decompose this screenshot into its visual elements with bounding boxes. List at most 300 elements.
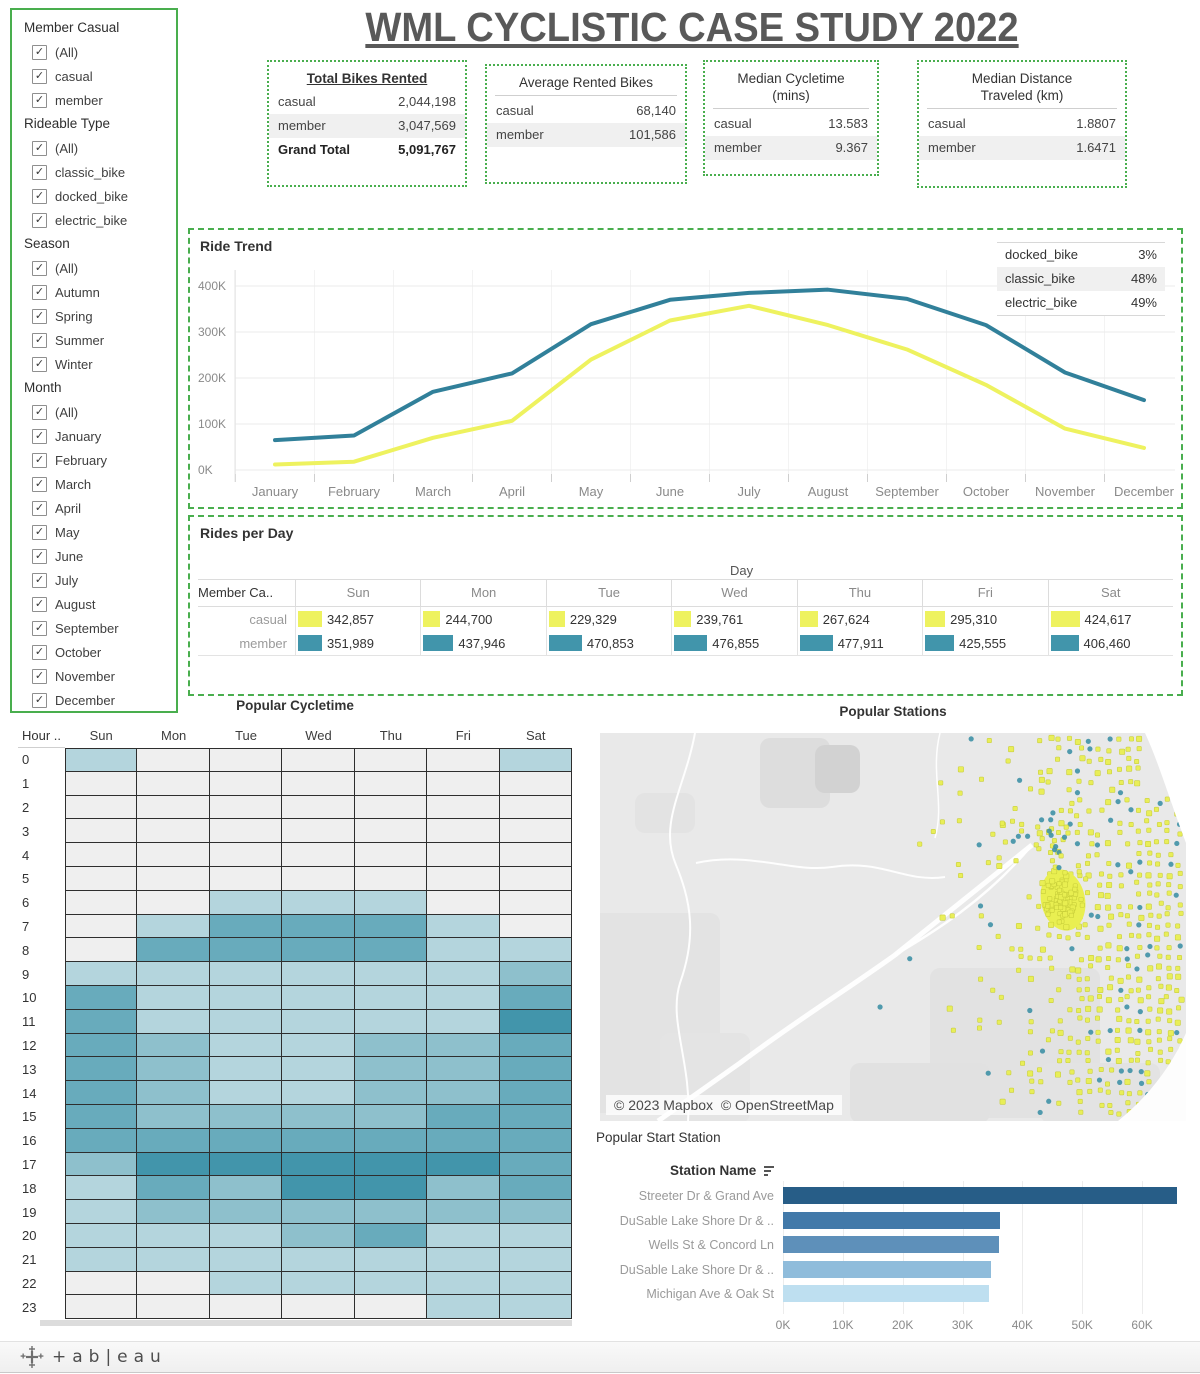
- station-dot-casual[interactable]: [1057, 1058, 1061, 1062]
- checkbox-icon[interactable]: ✓: [32, 165, 47, 180]
- rides-value-cell[interactable]: [546, 631, 671, 655]
- station-dot-casual[interactable]: [1049, 998, 1053, 1002]
- station-bar[interactable]: [783, 1212, 1000, 1229]
- station-dot-casual[interactable]: [1128, 905, 1132, 909]
- checkbox-item-june[interactable]: [12, 544, 176, 568]
- station-dot-member[interactable]: [1137, 1028, 1142, 1033]
- station-dot-casual[interactable]: [1077, 870, 1081, 874]
- station-dot-casual[interactable]: [1063, 912, 1068, 917]
- station-dot-casual[interactable]: [1148, 1047, 1152, 1051]
- heatmap-cell[interactable]: [137, 748, 209, 772]
- heatmap-cell[interactable]: [355, 1295, 427, 1319]
- heatmap-cell[interactable]: [500, 891, 572, 915]
- station-dot-casual[interactable]: [1167, 891, 1171, 895]
- station-dot-casual[interactable]: [1046, 883, 1050, 887]
- sort-descending-icon[interactable]: [763, 1165, 776, 1176]
- station-dot-casual[interactable]: [1155, 925, 1159, 929]
- heatmap-cell[interactable]: [282, 843, 354, 867]
- station-dot-casual[interactable]: [1038, 956, 1042, 960]
- station-dot-casual[interactable]: [1147, 923, 1151, 927]
- station-dot-casual[interactable]: [1080, 755, 1085, 760]
- station-dot-casual[interactable]: [1056, 830, 1060, 834]
- station-dot-member[interactable]: [1040, 1048, 1045, 1053]
- station-dot-casual[interactable]: [1095, 1016, 1099, 1020]
- station-dot-casual[interactable]: [1146, 995, 1150, 999]
- heatmap-cell[interactable]: [282, 938, 354, 962]
- station-dot-casual[interactable]: [1064, 924, 1069, 929]
- station-dot-casual[interactable]: [1066, 936, 1070, 940]
- station-dot-casual[interactable]: [1126, 963, 1130, 967]
- heatmap-cell[interactable]: [500, 1105, 572, 1129]
- heatmap-cell[interactable]: [137, 1200, 209, 1224]
- station-dot-member[interactable]: [1075, 768, 1080, 773]
- station-dot-casual[interactable]: [1077, 988, 1081, 992]
- station-dot-casual[interactable]: [1062, 900, 1067, 905]
- station-dot-casual[interactable]: [1046, 912, 1050, 916]
- station-dot-casual[interactable]: [1087, 759, 1091, 763]
- station-dot-casual[interactable]: [1135, 954, 1139, 958]
- station-dot-member[interactable]: [1128, 869, 1133, 874]
- station-dot-casual[interactable]: [1178, 1039, 1182, 1043]
- heatmap-cell[interactable]: [355, 1272, 427, 1296]
- checkbox-icon[interactable]: ✓: [32, 285, 47, 300]
- heatmap-cell[interactable]: [500, 1034, 572, 1058]
- station-dot-casual[interactable]: [1056, 988, 1060, 992]
- station-dot-casual[interactable]: [997, 863, 1002, 868]
- station-dot-casual[interactable]: [1067, 1050, 1071, 1054]
- station-dot-casual[interactable]: [1050, 908, 1054, 912]
- heatmap-cell[interactable]: [65, 1248, 137, 1272]
- station-dot-member[interactable]: [1088, 1030, 1093, 1035]
- station-dot-casual[interactable]: [940, 820, 944, 824]
- station-dot-casual[interactable]: [1048, 850, 1052, 854]
- station-dot-casual[interactable]: [1126, 766, 1131, 771]
- station-dot-casual[interactable]: [1158, 1058, 1162, 1062]
- station-dot-member[interactable]: [1128, 807, 1133, 812]
- heatmap-cell[interactable]: [355, 1248, 427, 1272]
- station-dot-member[interactable]: [1145, 952, 1150, 957]
- station-dot-casual[interactable]: [1036, 904, 1040, 908]
- checkbox-item-all[interactable]: [12, 40, 176, 64]
- station-dot-casual[interactable]: [1059, 854, 1063, 858]
- station-dot-casual[interactable]: [1048, 956, 1052, 960]
- station-dot-casual[interactable]: [1164, 839, 1168, 843]
- rides-bar[interactable]: [298, 611, 322, 627]
- station-dot-casual[interactable]: [1057, 920, 1061, 924]
- station-bar[interactable]: [783, 1236, 999, 1253]
- checkbox-item-classic-bike[interactable]: [12, 160, 176, 184]
- rides-bar[interactable]: [925, 635, 954, 651]
- heatmap-cell[interactable]: [355, 843, 427, 867]
- station-dot-casual[interactable]: [1125, 1079, 1130, 1084]
- station-dot-casual[interactable]: [1178, 884, 1182, 888]
- checkbox-icon[interactable]: ✓: [32, 525, 47, 540]
- heatmap-cell[interactable]: [210, 1081, 282, 1105]
- station-dot-casual[interactable]: [1176, 966, 1180, 970]
- station-dot-casual[interactable]: [1064, 825, 1068, 829]
- station-dot-casual[interactable]: [1019, 829, 1023, 833]
- station-dot-casual[interactable]: [1158, 873, 1162, 877]
- station-dot-casual[interactable]: [1010, 947, 1014, 951]
- station-dot-member[interactable]: [1095, 842, 1100, 847]
- station-dot-casual[interactable]: [1125, 798, 1129, 802]
- station-dot-casual[interactable]: [1164, 932, 1168, 936]
- station-dot-casual[interactable]: [1136, 1051, 1140, 1055]
- station-dot-casual[interactable]: [1159, 998, 1164, 1003]
- heatmap-day-header-wed[interactable]: Wed: [305, 728, 332, 743]
- station-dot-casual[interactable]: [1070, 1070, 1074, 1074]
- checkbox-item-autumn[interactable]: [12, 280, 176, 304]
- heatmap-cell[interactable]: [500, 867, 572, 891]
- station-dot-casual[interactable]: [1097, 994, 1101, 998]
- station-dot-casual[interactable]: [1083, 923, 1087, 927]
- heatmap-cell[interactable]: [210, 1176, 282, 1200]
- station-dot-casual[interactable]: [1057, 746, 1061, 750]
- station-dot-casual[interactable]: [1147, 891, 1151, 895]
- station-dot-member[interactable]: [1168, 862, 1173, 867]
- station-dot-casual[interactable]: [1066, 831, 1070, 835]
- rides-value-cell[interactable]: [797, 631, 922, 655]
- station-dot-casual[interactable]: [1127, 1019, 1131, 1023]
- station-dot-casual[interactable]: [1125, 994, 1129, 998]
- day-header-fri[interactable]: Fri: [922, 580, 1047, 606]
- station-dot-casual[interactable]: [1085, 890, 1089, 894]
- station-dot-casual[interactable]: [991, 832, 995, 836]
- checkbox-icon[interactable]: ✓: [32, 333, 47, 348]
- station-dot-member[interactable]: [1174, 893, 1179, 898]
- station-dot-casual[interactable]: [1109, 1110, 1113, 1114]
- heatmap-cell[interactable]: [427, 1272, 499, 1296]
- heatmap-cell[interactable]: [355, 891, 427, 915]
- station-dot-casual[interactable]: [1115, 1008, 1119, 1012]
- station-dot-casual[interactable]: [986, 860, 990, 864]
- station-dot-casual[interactable]: [1115, 1048, 1119, 1052]
- station-dot-casual[interactable]: [1049, 735, 1054, 740]
- rides-value-cell[interactable]: [1048, 607, 1173, 631]
- station-dot-casual[interactable]: [1013, 806, 1017, 810]
- station-dot-casual[interactable]: [1075, 968, 1080, 973]
- heatmap-cell[interactable]: [210, 1200, 282, 1224]
- station-dot-casual[interactable]: [1090, 842, 1094, 846]
- heatmap-cell[interactable]: [65, 1153, 137, 1177]
- station-dot-casual[interactable]: [1164, 994, 1168, 998]
- station-dot-casual[interactable]: [1119, 873, 1123, 877]
- checkbox-icon[interactable]: ✓: [32, 429, 47, 444]
- station-dot-member[interactable]: [1089, 913, 1094, 918]
- heatmap-cell[interactable]: [500, 1010, 572, 1034]
- station-dot-casual[interactable]: [1165, 828, 1169, 832]
- heatmap-cell[interactable]: [137, 1153, 209, 1177]
- station-dot-member[interactable]: [1108, 1028, 1113, 1033]
- checkbox-item-september[interactable]: [12, 616, 176, 640]
- heatmap-cell[interactable]: [282, 1081, 354, 1105]
- station-dot-casual[interactable]: [1106, 997, 1111, 1002]
- station-dot-casual[interactable]: [1058, 905, 1062, 909]
- heatmap-cell[interactable]: [65, 962, 137, 986]
- station-dot-casual[interactable]: [991, 988, 995, 992]
- station-dot-member[interactable]: [1139, 1069, 1144, 1074]
- station-dot-casual[interactable]: [1119, 884, 1123, 888]
- station-dot-casual[interactable]: [1028, 1030, 1032, 1034]
- checkbox-item-winter[interactable]: [12, 352, 176, 376]
- station-dot-casual[interactable]: [1117, 904, 1121, 908]
- checkbox-item-october[interactable]: [12, 640, 176, 664]
- checkbox-icon[interactable]: ✓: [32, 261, 47, 276]
- heatmap-cell[interactable]: [427, 843, 499, 867]
- heatmap-cell[interactable]: [210, 1105, 282, 1129]
- heatmap-cell[interactable]: [65, 1081, 137, 1105]
- heatmap-cell[interactable]: [210, 819, 282, 843]
- checkbox-icon[interactable]: ✓: [32, 45, 47, 60]
- station-dot-casual[interactable]: [1068, 1080, 1072, 1084]
- heatmap-cell[interactable]: [210, 748, 282, 772]
- station-dot-casual[interactable]: [1037, 831, 1042, 836]
- station-dot-casual[interactable]: [1179, 997, 1184, 1002]
- station-dot-member[interactable]: [1075, 790, 1080, 795]
- map-canvas[interactable]: [600, 733, 1186, 1121]
- heatmap-cell[interactable]: [137, 772, 209, 796]
- station-dot-casual[interactable]: [1085, 1051, 1089, 1055]
- station-dot-casual[interactable]: [1079, 746, 1083, 750]
- station-dot-casual[interactable]: [1037, 738, 1041, 742]
- heatmap-cell[interactable]: [282, 796, 354, 820]
- station-dot-casual[interactable]: [987, 738, 991, 742]
- station-dot-casual[interactable]: [1175, 974, 1180, 979]
- kpi-row-member[interactable]: [919, 136, 1125, 160]
- station-dot-casual[interactable]: [1148, 966, 1153, 971]
- heatmap-cell[interactable]: [65, 1295, 137, 1319]
- station-dot-casual[interactable]: [1057, 1101, 1061, 1105]
- heatmap-cell[interactable]: [65, 1176, 137, 1200]
- station-dot-casual[interactable]: [1108, 1103, 1112, 1107]
- rides-bar[interactable]: [800, 611, 818, 627]
- station-dot-casual[interactable]: [957, 819, 961, 823]
- kpi-row-casual[interactable]: [919, 112, 1125, 136]
- station-dot-casual[interactable]: [1098, 987, 1103, 992]
- heatmap-day-header-mon[interactable]: Mon: [160, 728, 187, 743]
- station-dot-casual[interactable]: [1076, 1078, 1080, 1082]
- heatmap-cell[interactable]: [137, 1129, 209, 1153]
- station-dot-casual[interactable]: [1129, 933, 1133, 937]
- station-dot-casual[interactable]: [1159, 984, 1163, 988]
- station-dot-casual[interactable]: [997, 1020, 1001, 1024]
- heatmap-cell[interactable]: [282, 986, 354, 1010]
- station-dot-casual[interactable]: [1157, 1029, 1161, 1033]
- station-dot-casual[interactable]: [1167, 945, 1171, 949]
- station-dot-casual[interactable]: [1080, 903, 1084, 907]
- station-dot-casual[interactable]: [1156, 1017, 1160, 1021]
- heatmap-cell[interactable]: [137, 1010, 209, 1034]
- station-dot-casual[interactable]: [977, 945, 981, 949]
- station-dot-casual[interactable]: [1176, 1006, 1180, 1010]
- station-dot-casual[interactable]: [1097, 1007, 1102, 1012]
- station-dot-casual[interactable]: [978, 977, 982, 981]
- heatmap-cell[interactable]: [210, 1248, 282, 1272]
- station-dot-casual[interactable]: [1145, 1071, 1150, 1076]
- heatmap-cell[interactable]: [65, 1129, 137, 1153]
- heatmap-cell[interactable]: [427, 1224, 499, 1248]
- checkbox-item-november[interactable]: [12, 664, 176, 688]
- station-dot-member[interactable]: [1137, 905, 1142, 910]
- heatmap-cell[interactable]: [210, 1295, 282, 1319]
- station-dot-casual[interactable]: [1050, 1029, 1054, 1033]
- station-dot-casual[interactable]: [1087, 809, 1091, 813]
- heatmap-cell[interactable]: [427, 1081, 499, 1105]
- heatmap-cell[interactable]: [427, 938, 499, 962]
- station-dot-casual[interactable]: [1157, 822, 1161, 826]
- station-dot-casual[interactable]: [1037, 1067, 1041, 1071]
- checkbox-item-docked-bike[interactable]: [12, 184, 176, 208]
- station-dot-casual[interactable]: [1058, 1030, 1063, 1035]
- heatmap-cell[interactable]: [427, 1010, 499, 1034]
- station-dot-casual[interactable]: [1085, 1018, 1089, 1022]
- station-dot-casual[interactable]: [1019, 954, 1023, 958]
- station-dot-casual[interactable]: [1156, 882, 1160, 886]
- heatmap-cell[interactable]: [427, 1176, 499, 1200]
- heatmap-cell[interactable]: [427, 962, 499, 986]
- station-dot-casual[interactable]: [1105, 840, 1110, 845]
- station-dot-casual[interactable]: [1147, 986, 1151, 990]
- heatmap-cell[interactable]: [282, 1248, 354, 1272]
- rides-bar[interactable]: [423, 611, 440, 627]
- station-dot-casual[interactable]: [1166, 882, 1170, 886]
- day-header-tue[interactable]: Tue: [546, 580, 671, 606]
- station-dot-casual[interactable]: [1070, 801, 1074, 805]
- heatmap-cell[interactable]: [210, 1010, 282, 1034]
- station-dot-casual[interactable]: [1088, 964, 1092, 968]
- station-dot-member[interactable]: [1016, 834, 1021, 839]
- station-dot-member[interactable]: [1147, 944, 1152, 949]
- station-dot-casual[interactable]: [1146, 811, 1151, 816]
- station-dot-member[interactable]: [1011, 839, 1016, 844]
- station-dot-member[interactable]: [1048, 817, 1053, 822]
- station-dot-member[interactable]: [977, 842, 982, 847]
- heatmap-cell[interactable]: [427, 1105, 499, 1129]
- station-dot-member[interactable]: [1174, 1030, 1179, 1035]
- rides-value-cell[interactable]: [797, 607, 922, 631]
- station-dot-casual[interactable]: [1168, 1030, 1173, 1035]
- station-dot-casual[interactable]: [1105, 893, 1110, 898]
- station-dot-casual[interactable]: [1049, 966, 1053, 970]
- heatmap-cell[interactable]: [355, 748, 427, 772]
- station-dot-casual[interactable]: [1154, 807, 1158, 811]
- station-dot-casual[interactable]: [1059, 1049, 1063, 1053]
- heatmap-cell[interactable]: [355, 962, 427, 986]
- station-dot-casual[interactable]: [1020, 1061, 1024, 1065]
- rides-bar[interactable]: [1051, 635, 1079, 651]
- station-dot-casual[interactable]: [1157, 1038, 1161, 1042]
- heatmap-cell[interactable]: [500, 1295, 572, 1319]
- station-dot-casual[interactable]: [1088, 1089, 1092, 1093]
- station-dot-casual[interactable]: [1009, 1088, 1013, 1092]
- station-dot-casual[interactable]: [1169, 852, 1173, 856]
- checkbox-icon[interactable]: ✓: [32, 141, 47, 156]
- station-dot-casual[interactable]: [1089, 780, 1093, 784]
- station-dot-member[interactable]: [877, 1004, 882, 1009]
- station-dot-casual[interactable]: [1085, 935, 1089, 939]
- station-dot-casual[interactable]: [1046, 1038, 1050, 1042]
- heatmap-cell[interactable]: [210, 1224, 282, 1248]
- heatmap-cell[interactable]: [427, 1153, 499, 1177]
- rides-bar[interactable]: [298, 635, 322, 651]
- rides-bar[interactable]: [674, 611, 691, 627]
- station-dot-casual[interactable]: [1057, 888, 1061, 892]
- heatmap-cell[interactable]: [65, 1010, 137, 1034]
- heatmap-cell[interactable]: [210, 1034, 282, 1058]
- heatmap-cell[interactable]: [282, 1200, 354, 1224]
- station-dot-casual[interactable]: [1125, 842, 1129, 846]
- station-dot-casual[interactable]: [1118, 830, 1122, 834]
- station-dot-casual[interactable]: [1175, 988, 1179, 992]
- heatmap-cell[interactable]: [137, 1057, 209, 1081]
- checkbox-icon[interactable]: ✓: [32, 669, 47, 684]
- station-dot-casual[interactable]: [1057, 934, 1061, 938]
- station-dot-member[interactable]: [986, 1071, 991, 1076]
- station-dot-casual[interactable]: [1147, 1080, 1151, 1084]
- station-dot-casual[interactable]: [1117, 767, 1121, 771]
- station-dot-casual[interactable]: [1129, 989, 1133, 993]
- station-dot-casual[interactable]: [1166, 955, 1170, 959]
- station-dot-casual[interactable]: [1028, 787, 1032, 791]
- heatmap-cell[interactable]: [210, 843, 282, 867]
- station-dot-casual[interactable]: [1016, 923, 1021, 928]
- station-dot-casual[interactable]: [1167, 966, 1171, 970]
- station-dot-casual[interactable]: [1136, 766, 1140, 770]
- station-dot-casual[interactable]: [1068, 809, 1072, 813]
- station-dot-casual[interactable]: [1136, 988, 1140, 992]
- station-dot-casual[interactable]: [1146, 1019, 1150, 1023]
- station-dot-casual[interactable]: [1119, 912, 1123, 916]
- day-header-mon[interactable]: Mon: [420, 580, 545, 606]
- checkbox-icon[interactable]: ✓: [32, 597, 47, 612]
- heatmap-cell[interactable]: [282, 1010, 354, 1034]
- heatmap-cell[interactable]: [355, 1153, 427, 1177]
- rides-value-cell[interactable]: [546, 607, 671, 631]
- station-dot-casual[interactable]: [1055, 757, 1059, 761]
- station-dot-casual[interactable]: [977, 1026, 981, 1030]
- station-dot-casual[interactable]: [1154, 936, 1159, 941]
- heatmap-cell[interactable]: [500, 1081, 572, 1105]
- station-dot-casual[interactable]: [1167, 874, 1172, 879]
- checkbox-icon[interactable]: ✓: [32, 93, 47, 108]
- station-dot-casual[interactable]: [1118, 978, 1123, 983]
- station-dot-casual[interactable]: [1040, 880, 1045, 885]
- station-dot-casual[interactable]: [918, 842, 922, 846]
- heatmap-cell[interactable]: [210, 1272, 282, 1296]
- heatmap-cell[interactable]: [282, 962, 354, 986]
- heatmap-cell[interactable]: [137, 819, 209, 843]
- heatmap-day-header-thu[interactable]: Thu: [379, 728, 403, 743]
- station-dot-casual[interactable]: [1105, 905, 1110, 910]
- station-dot-casual[interactable]: [1179, 911, 1183, 915]
- station-dot-casual[interactable]: [1166, 985, 1171, 990]
- checkbox-item-march[interactable]: [12, 472, 176, 496]
- heatmap-cell[interactable]: [210, 772, 282, 796]
- station-dot-casual[interactable]: [1076, 932, 1080, 936]
- heatmap-cell[interactable]: [427, 1295, 499, 1319]
- station-dot-casual[interactable]: [1167, 1036, 1171, 1040]
- station-dot-casual[interactable]: [1028, 1051, 1032, 1055]
- heatmap-cell[interactable]: [282, 1105, 354, 1129]
- station-dot-casual[interactable]: [1156, 976, 1160, 980]
- station-dot-member[interactable]: [969, 736, 974, 741]
- heatmap-cell[interactable]: [500, 1129, 572, 1153]
- station-dot-member[interactable]: [1137, 860, 1142, 865]
- rides-value-cell[interactable]: [420, 607, 545, 631]
- station-dot-casual[interactable]: [1157, 914, 1161, 918]
- heatmap-cell[interactable]: [282, 748, 354, 772]
- heatmap-cell[interactable]: [137, 1176, 209, 1200]
